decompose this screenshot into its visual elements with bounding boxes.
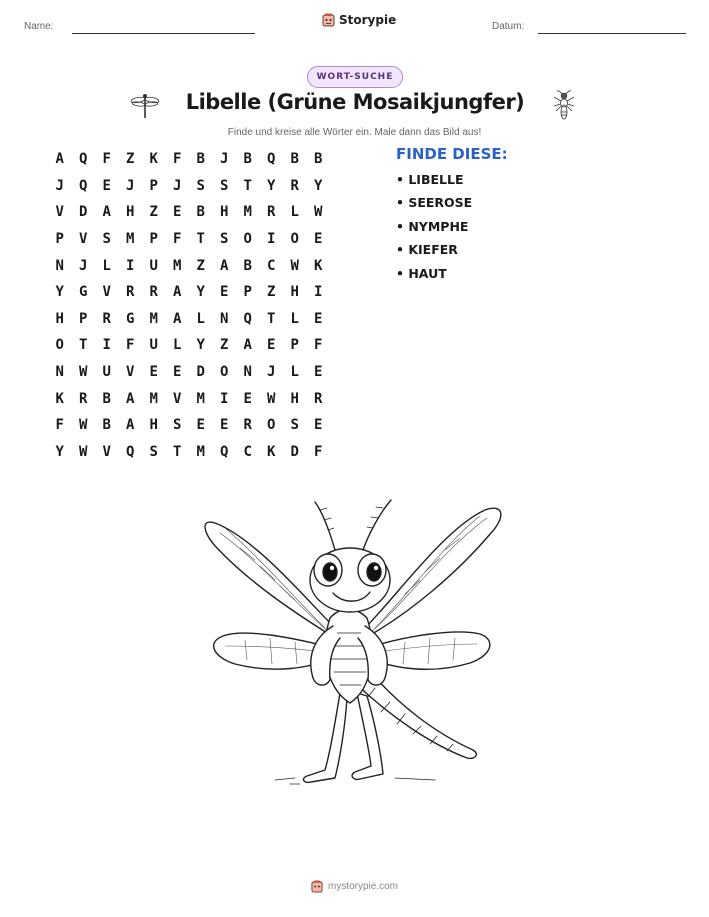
grid-letter[interactable]: N [55,257,64,274]
grid-letter[interactable]: T [79,337,88,354]
grid-letter[interactable]: T [267,310,276,327]
grid-letter[interactable]: T [173,443,182,460]
grid-letter[interactable]: L [290,204,299,221]
word-item: • NYMPHE [396,218,469,234]
page-title: Libelle (Grüne Mosaikjungfer) [185,90,525,114]
grid-letter[interactable]: S [196,177,205,194]
grid-letter[interactable]: V [55,204,64,221]
grid-letter[interactable]: M [173,257,182,274]
grid-letter[interactable]: U [149,337,158,354]
grid-letter[interactable]: H [290,390,299,407]
grid-letter[interactable]: E [149,364,158,381]
date-label: Datum: [492,21,525,32]
grid-letter[interactable]: W [267,390,276,407]
grid-letter[interactable]: J [79,257,88,274]
grid-letter[interactable]: R [267,204,276,221]
grid-letter[interactable]: I [314,284,323,301]
grid-letter[interactable]: J [173,177,182,194]
letter-grid[interactable] [48,146,330,465]
grid-letter[interactable]: Q [267,151,276,168]
grid-letter[interactable]: E [173,204,182,221]
grid-letter[interactable]: Y [267,177,276,194]
grid-letter[interactable]: R [290,177,299,194]
grid-letter[interactable]: M [196,443,205,460]
grid-letter[interactable]: C [267,257,276,274]
grid-letter[interactable]: E [314,364,323,381]
grid-letter[interactable]: L [173,337,182,354]
grid-letter[interactable]: R [243,417,252,434]
word-list [396,172,472,289]
storypie-logo-icon [311,880,323,893]
grid-letter[interactable]: O [290,231,299,248]
grid-letter[interactable]: Q [126,443,135,460]
word-search-badge: WORT-SUCHE [307,66,403,88]
grid-letter[interactable]: A [55,151,64,168]
footer [0,880,709,893]
grid-letter[interactable]: O [267,417,276,434]
word-item: • KIEFER [396,242,458,258]
grid-letter[interactable]: P [79,310,88,327]
grid-letter[interactable]: C [243,443,252,460]
grid-letter[interactable]: Y [314,177,323,194]
grid-letter[interactable]: M [149,310,158,327]
word-item: • HAUT [396,265,447,281]
dragonfly-icon [130,90,160,120]
grid-letter[interactable]: B [314,151,323,168]
grid-letter[interactable]: S [290,417,299,434]
grid-letter[interactable]: O [220,364,229,381]
grid-letter[interactable]: U [102,364,111,381]
grid-letter[interactable]: Z [220,337,229,354]
grid-letter[interactable]: E [314,310,323,327]
grid-letter[interactable]: M [196,390,205,407]
grid-letter[interactable]: E [102,177,111,194]
grid-letter[interactable]: I [126,257,135,274]
date-line[interactable] [538,33,686,34]
grid-letter[interactable]: T [243,177,252,194]
grid-letter[interactable]: Z [126,151,135,168]
grid-letter[interactable]: W [79,417,88,434]
grid-letter[interactable]: B [290,151,299,168]
grid-letter[interactable]: E [267,337,276,354]
grid-letter[interactable]: J [220,151,229,168]
grid-letter[interactable]: H [220,204,229,221]
grid-letter[interactable]: Y [55,284,64,301]
grid-letter[interactable]: S [220,177,229,194]
grid-letter[interactable]: Q [79,177,88,194]
grid-letter[interactable]: Z [149,204,158,221]
grid-letter[interactable]: F [126,337,135,354]
grid-letter[interactable]: F [314,337,323,354]
grid-letter[interactable]: S [149,443,158,460]
grid-letter[interactable]: E [314,417,323,434]
grid-letter[interactable]: W [314,204,323,221]
grid-letter[interactable]: P [149,177,158,194]
grid-letter[interactable]: Y [196,284,205,301]
grid-letter[interactable]: P [290,337,299,354]
grid-letter[interactable]: D [290,443,299,460]
grid-letter[interactable]: V [102,284,111,301]
grid-letter[interactable]: K [149,151,158,168]
grid-letter[interactable]: H [126,204,135,221]
brand-name: Storypie [339,13,397,27]
grid-letter[interactable]: J [267,364,276,381]
grid-letter[interactable]: E [220,417,229,434]
grid-letter[interactable]: B [102,417,111,434]
grid-letter[interactable]: I [102,337,111,354]
grid-letter[interactable]: S [173,417,182,434]
grid-letter[interactable]: K [314,257,323,274]
grid-letter[interactable]: F [55,417,64,434]
grid-letter[interactable]: O [55,337,64,354]
grid-letter[interactable]: L [290,310,299,327]
grid-letter[interactable]: A [102,204,111,221]
worksheet-header [0,0,709,50]
name-line[interactable] [72,33,255,34]
grid-letter[interactable]: E [243,390,252,407]
grid-letter[interactable]: L [102,257,111,274]
grid-letter[interactable]: Y [55,443,64,460]
insect-icon [551,90,577,122]
grid-letter[interactable]: D [196,364,205,381]
grid-letter[interactable]: T [196,231,205,248]
grid-letter[interactable]: B [196,204,205,221]
grid-letter[interactable]: R [149,284,158,301]
grid-letter[interactable]: I [267,231,276,248]
grid-letter[interactable]: D [79,204,88,221]
grid-letter[interactable]: W [290,257,299,274]
grid-letter[interactable]: H [290,284,299,301]
grid-letter[interactable]: P [243,284,252,301]
grid-letter[interactable]: L [196,310,205,327]
grid-letter[interactable]: K [267,443,276,460]
grid-letter[interactable]: R [79,390,88,407]
grid-letter[interactable]: F [314,443,323,460]
brand [322,13,396,27]
grid-letter[interactable]: B [196,151,205,168]
word-item: • SEEROSE [396,195,473,211]
grid-letter[interactable]: R [102,310,111,327]
grid-letter[interactable]: Q [220,443,229,460]
grid-letter[interactable]: M [243,204,252,221]
grid-letter[interactable]: Q [79,151,88,168]
find-title: FINDE DIESE: [396,145,508,163]
instructions: Finde und kreise alle Wörter ein. Male dann das Bild aus! [227,127,482,138]
grid-letter[interactable]: V [102,443,111,460]
grid-letter[interactable]: L [290,364,299,381]
grid-letter[interactable]: H [149,417,158,434]
grid-letter[interactable]: U [149,257,158,274]
grid-letter[interactable]: K [55,390,64,407]
grid-letter[interactable]: R [126,284,135,301]
grid-letter[interactable]: B [243,151,252,168]
grid-letter[interactable]: F [173,231,182,248]
grid-letter[interactable]: E [173,364,182,381]
grid-letter[interactable]: V [173,390,182,407]
name-label: Name: [24,21,54,32]
grid-letter[interactable]: P [55,231,64,248]
grid-letter[interactable]: S [220,231,229,248]
grid-letter[interactable]: O [243,231,252,248]
grid-letter[interactable]: B [102,390,111,407]
grid-letter[interactable]: E [220,284,229,301]
grid-letter[interactable]: W [79,364,88,381]
grid-letter[interactable]: E [314,231,323,248]
grid-letter[interactable]: S [102,231,111,248]
grid-letter[interactable]: A [220,257,229,274]
grid-letter[interactable]: J [55,177,64,194]
grid-letter[interactable]: G [79,284,88,301]
grid-letter[interactable]: A [173,284,182,301]
grid-letter[interactable]: A [126,417,135,434]
grid-letter[interactable]: F [173,151,182,168]
grid-letter[interactable]: N [55,364,64,381]
grid-letter[interactable]: J [126,177,135,194]
storypie-logo-icon [322,13,335,27]
grid-letter[interactable]: P [149,231,158,248]
grid-letter[interactable]: I [220,390,229,407]
word-item: • LIBELLE [396,172,464,187]
dragonfly-coloring-illustration[interactable] [195,488,515,788]
grid-letter[interactable]: Z [196,257,205,274]
grid-letter[interactable]: G [126,310,135,327]
grid-letter[interactable]: B [243,257,252,274]
grid-letter[interactable]: N [243,364,252,381]
grid-letter[interactable]: Z [267,284,276,301]
grid-letter[interactable]: M [126,231,135,248]
grid-letter[interactable]: M [149,390,158,407]
grid-letter[interactable]: A [243,337,252,354]
grid-letter[interactable]: A [173,310,182,327]
grid-letter[interactable]: W [79,443,88,460]
grid-letter[interactable]: F [102,151,111,168]
grid-letter[interactable]: V [79,231,88,248]
grid-letter[interactable]: N [220,310,229,327]
grid-letter[interactable]: H [55,310,64,327]
grid-letter[interactable]: V [126,364,135,381]
grid-letter[interactable]: Y [196,337,205,354]
footer-url[interactable]: mystorypie.com [327,881,398,892]
grid-letter[interactable]: A [126,390,135,407]
grid-letter[interactable]: Q [243,310,252,327]
grid-letter[interactable]: E [196,417,205,434]
grid-letter[interactable]: R [314,390,323,407]
